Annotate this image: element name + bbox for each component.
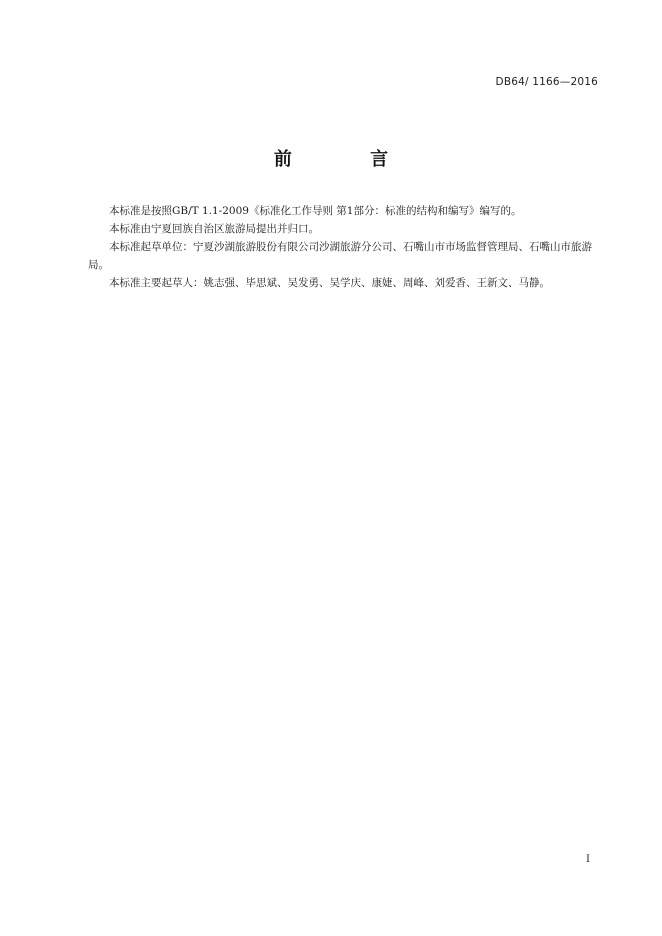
- standard-code: DB64/ 1166—2016: [495, 76, 598, 88]
- paragraph-proposer: 本标准由宁夏回族自治区旅游局提出并归口。: [109, 223, 319, 235]
- foreword-body: [88, 202, 600, 292]
- paragraph-drafting-rules: 本标准是按照GB/T 1.1-2009《标准化工作导则 第1部分：标准的结构和编写》编写的。: [109, 205, 522, 217]
- page-title: 前 言: [273, 149, 425, 170]
- page-number: I: [586, 854, 590, 865]
- paragraph-drafters: 本标准主要起草人：姚志强、毕思斌、吴发勇、吴学庆、康婕、周峰、刘爱香、王新文、马静。: [109, 277, 550, 289]
- paragraph-drafting-units: 本标准起草单位：宁夏沙湖旅游股份有限公司沙湖旅游分公司、石嘴山市市场监督管理局、石嘴山市旅游局。: [88, 241, 592, 271]
